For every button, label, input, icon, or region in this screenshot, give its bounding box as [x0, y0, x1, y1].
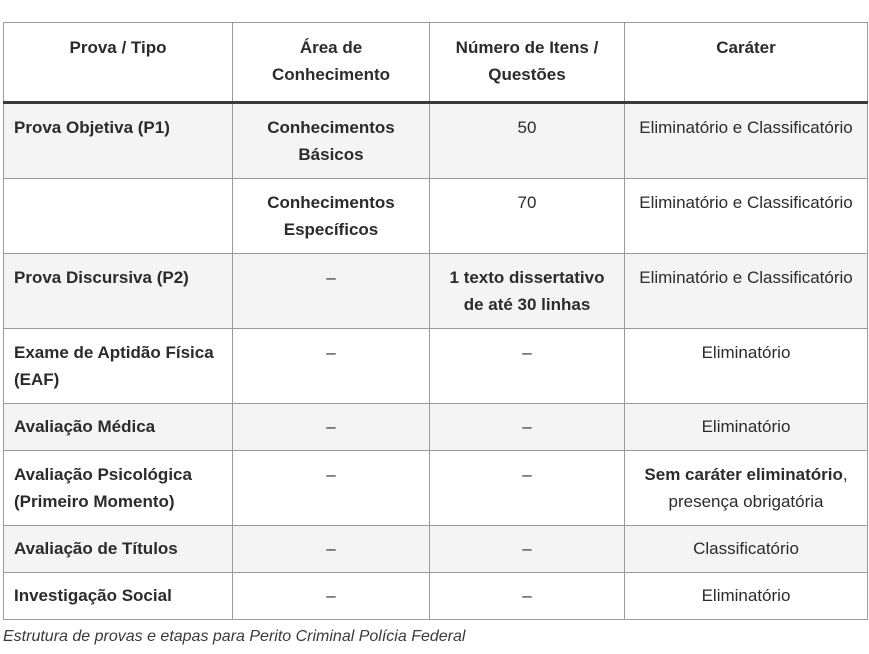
cell-itens: 1 texto dissertativo de até 30 linhas — [430, 254, 625, 329]
cell-itens: – — [430, 404, 625, 451]
table-row — [4, 404, 868, 451]
cell-area: – — [233, 404, 430, 451]
cell-itens: – — [430, 451, 625, 526]
cell-carater: Eliminatório — [625, 329, 868, 404]
header-carater: Caráter — [625, 23, 868, 103]
cell-prova: Prova Discursiva (P2) — [4, 254, 233, 329]
cell-carater: Eliminatório e Classificatório — [625, 103, 868, 179]
cell-itens: 70 — [430, 179, 625, 254]
header-numero-itens: Número de Itens / Questões — [430, 23, 625, 103]
cell-prova — [4, 179, 233, 254]
cell-prova: Avaliação Médica — [4, 404, 233, 451]
cell-area: Conhecimentos Básicos — [233, 103, 430, 179]
cell-area: – — [233, 526, 430, 573]
table-row — [4, 179, 868, 254]
table-row — [4, 526, 868, 573]
cell-area: – — [233, 573, 430, 620]
table-row — [4, 451, 868, 526]
cell-area: – — [233, 254, 430, 329]
table-row — [4, 573, 868, 620]
cell-carater: Eliminatório — [625, 404, 868, 451]
header-prova-tipo: Prova / Tipo — [4, 23, 233, 103]
cell-itens: 50 — [430, 103, 625, 179]
cell-itens: – — [430, 329, 625, 404]
cell-itens: – — [430, 526, 625, 573]
table-header-row — [4, 23, 868, 103]
cell-area: Conhecimentos Específicos — [233, 179, 430, 254]
cell-prova: Avaliação de Títulos — [4, 526, 233, 573]
table-row — [4, 103, 868, 179]
cell-carater: Eliminatório — [625, 573, 868, 620]
cell-area: – — [233, 329, 430, 404]
exam-structure-table-wrapper — [3, 22, 867, 620]
cell-area: – — [233, 451, 430, 526]
cell-carater: Classificatório — [625, 526, 868, 573]
cell-prova: Investigação Social — [4, 573, 233, 620]
table-caption: Estrutura de provas e etapas para Perito Criminal Polícia Federal — [3, 628, 466, 645]
cell-prova: Avaliação Psicológica (Primeiro Momento) — [4, 451, 233, 526]
header-area-conhecimento: Área de Conhecimento — [233, 23, 430, 103]
cell-carater — [625, 451, 868, 526]
carater-rest: , presença obrigatória — [668, 465, 848, 511]
cell-itens: – — [430, 573, 625, 620]
table-row — [4, 329, 868, 404]
cell-prova: Exame de Aptidão Física (EAF) — [4, 329, 233, 404]
exam-structure-table — [3, 22, 868, 620]
cell-carater: Eliminatório e Classificatório — [625, 254, 868, 329]
cell-carater: Eliminatório e Classificatório — [625, 179, 868, 254]
cell-prova: Prova Objetiva (P1) — [4, 103, 233, 179]
carater-emphasis: Sem caráter eliminatório — [644, 465, 843, 484]
table-row — [4, 254, 868, 329]
